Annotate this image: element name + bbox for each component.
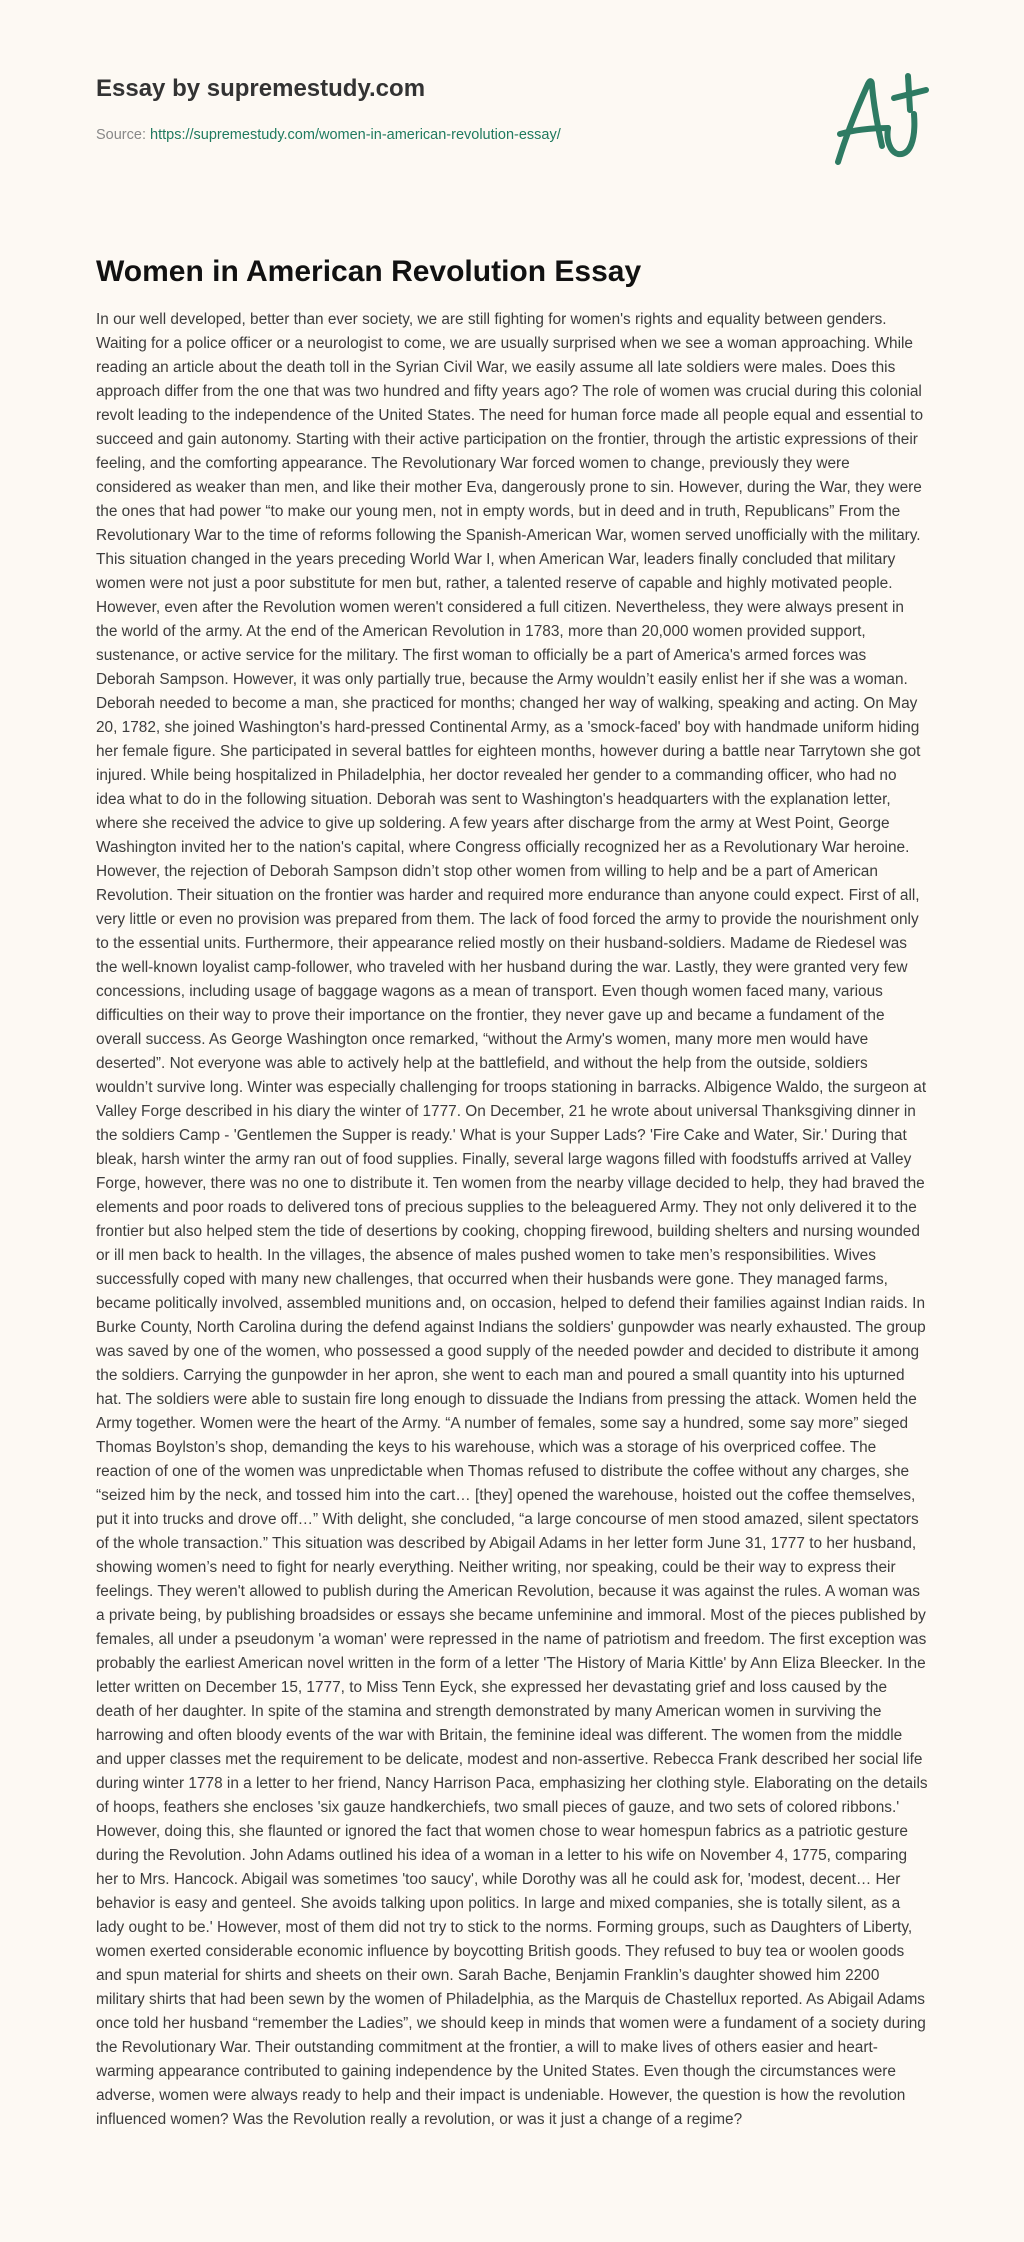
- essay-content: [0, 180, 1024, 2132]
- a-plus-grade-icon: [824, 66, 934, 170]
- essay-body: In our well developed, better than ever society, we are still fighting for women's rights and equality between genders. Waiting for a police officer or a neurologist to come, we are usually surprised when we see a woman approaching. While reading an article about the death toll in the Syrian Civil War, we easily assume all late soldiers were males. Does this approach differ from the one that was two hundred and fifty years ago? The role of women was crucial during this colonial revolt leading to the independence of the United States. The need for human force made all people equal and essential to succeed and gain autonomy. Starting with their active participation on the frontier, through the artistic expressions of their feeling, and the comforting appearance. The Revolutionary War forced women to change, previously they were considered as weaker than men, and like their mother Eva, dangerously prone to sin. However, during the War, they were the ones that had power “to make our young men, not in empty words, but in deed and in truth, Republicans” From the Revolutionary War to the time of reforms following the Spanish-American War, women served unofficially with the military. This situation changed in the years preceding World War I, when American War, leaders finally concluded that military women were not just a poor substitute for men but, rather, a talented reserve of capable and highly motivated people. However, even after the Revolution women weren't considered a full citizen. Nevertheless, they were always present in the world of the army. At the end of the American Revolution in 1783, more than 20,000 women provided support, sustenance, or active service for the military. The first woman to officially be a part of America's armed forces was Deborah Sampson. However, it was only partially true, because the Army wouldn’t easily enlist her if she was a woman. Deborah needed to become a man, she practiced for months; changed her way of walking, speaking and acting. On May 20, 1782, she joined Washington's hard-pressed Continental Army, as a 'smock-faced' boy with handmade uniform hiding her female figure. She participated in several battles for eighteen months, however during a battle near Tarrytown she got injured. While being hospitalized in Philadelphia, her doctor revealed her gender to a commanding officer, who had no idea what to do in the following situation. Deborah was sent to Washington's headquarters with the explanation letter, where she received the advice to give up soldering. A few years after discharge from the army at West Point, George Washington invited her to the nation's capital, where Congress officially recognized her as a Revolutionary War heroine. However, the rejection of Deborah Sampson didn’t stop other women from willing to help and be a part of American Revolution. Their situation on the frontier was harder and required more endurance than anyone could expect. First of all, very little or even no provision was prepared from them. The lack of food forced the army to provide the nourishment only to the essential units. Furthermore, their appearance relied mostly on their husband-soldiers. Madame de Riedesel was the well-known loyalist camp-follower, who traveled with her husband during the war. Lastly, they were granted very few concessions, including usage of baggage wagons as a mean of transport. Even though women faced many, various difficulties on their way to prove their importance on the frontier, they never gave up and became a fundament of the overall success. As George Washington once remarked, “without the Army's women, many more men would have deserted”. Not everyone was able to actively help at the battlefield, and without the help from the outside, soldiers wouldn’t survive long. Winter was especially challenging for troops stationing in barracks. Albigence Waldo, the surgeon at Valley Forge described in his diary the winter of 1777. On December, 21 he wrote about universal Thanksgiving dinner in the soldiers Camp - 'Gentlemen the Supper is ready.' What is your Supper Lads? 'Fire Cake and Water, Sir.' During that bleak, harsh winter the army ran out of food supplies. Finally, several large wagons filled with foodstuffs arrived at Valley Forge, however, there was no one to distribute it. Ten women from the nearby village decided to help, they had braved the elements and poor roads to delivered tons of precious supplies to the beleaguered Army. They not only delivered it to the frontier but also helped stem the tide of desertions by cooking, chopping firewood, building shelters and nursing wounded or ill men back to health. In the villages, the absence of males pushed women to take men’s responsibilities. Wives successfully coped with many new challenges, that occurred when their husbands were gone. They managed farms, became politically involved, assembled munitions and, on occasion, helped to defend their families against Indian raids. In Burke County, North Carolina during the defend against Indians the soldiers' gunpowder was nearly exhausted. The group was saved by one of the women, who possessed a good supply of the needed powder and decided to distribute it among the soldiers. Carrying the gunpowder in her apron, she went to each man and poured a small quantity into his upturned hat. The soldiers were able to sustain fire long enough to dissuade the Indians from pressing the attack. Women held the Army together. Women were the heart of the Army. “A number of females, some say a hundred, some say more” sieged Thomas Boylston’s shop, demanding the keys to his warehouse, which was a storage of his overpriced coffee. The reaction of one of the women was unpredictable when Thomas refused to distribute the coffee without any charges, she “seized him by the neck, and tossed him into the cart… [they] opened the warehouse, hoisted out the coffee themselves, put it into trucks and drove off…” With delight, she concluded, “a large concourse of men stood amazed, silent spectators of the whole transaction.” This situation was described by Abigail Adams in her letter form June 31, 1777 to her husband, showing women’s need to fight for nearly everything. Neither writing, nor speaking, could be their way to express their feelings. They weren't allowed to publish during the American Revolution, because it was against the rules. A woman was a private being, by publishing broadsides or essays she became unfeminine and immoral. Most of the pieces published by females, all under a pseudonym 'a woman' were repressed in the name of patriotism and freedom. The first exception was probably the earliest American novel written in the form of a letter 'The History of Maria Kittle' by Ann Eliza Bleecker. In the letter written on December 15, 1777, to Miss Tenn Eyck, she expressed her devastating grief and loss caused by the death of her daughter. In spite of the stamina and strength demonstrated by many American women in surviving the harrowing and often bloody events of the war with Britain, the feminine ideal was different. The women from the middle and upper classes met the requirement to be delicate, modest and non-assertive. Rebecca Frank described her social life during winter 1778 in a letter to her friend, Nancy Harrison Paca, emphasizing her clothing style. Elaborating on the details of hoops, feathers she encloses 'six gauze handkerchiefs, two small pieces of gauze, and two sets of colored ribbons.' However, doing this, she flaunted or ignored the fact that women chose to wear homespun fabrics as a patriotic gesture during the Revolution. John Adams outlined his idea of a woman in a letter to his wife on November 4, 1775, comparing her to Mrs. Hancock. Abigail was sometimes 'too saucy', while Dorothy was all he could ask for, 'modest, decent… Her behavior is easy and genteel. She avoids talking upon politics. In large and mixed companies, she is totally silent, as a lady ought to be.' However, most of them did not try to stick to the norms. Forming groups, such as Daughters of Liberty, women exerted considerable economic influence by boycotting British goods. They refused to buy tea or woolen goods and spun material for shirts and sheets on their own. Sarah Bache, Benjamin Franklin’s daughter showed him 2200 military shirts that had been sewn by the women of Philadelphia, as the Marquis de Chastellux reported. As Abigail Adams once told her husband “remember the Ladies”, we should keep in minds that women were a fundament of a society during the Revolutionary War. Their outstanding commitment at the frontier, a will to make lives of others easier and heart-warming appearance contributed to gaining independence by the United States. Even though the circumstances were adverse, women were always ready to help and their impact is undeniable. However, the question is how the revolution influenced women? Was the Revolution really a revolution, or was it just a change of a regime?: [96, 311, 928, 2128]
- page-header: [0, 0, 1024, 180]
- source-link[interactable]: https://supremestudy.com/women-in-american-revolution-essay/: [150, 127, 561, 143]
- source-label: Source:: [96, 127, 146, 143]
- essay-title: Women in American Revolution Essay: [96, 255, 642, 288]
- site-title: Essay by supremestudy.com: [96, 75, 426, 102]
- source-line: [96, 126, 928, 144]
